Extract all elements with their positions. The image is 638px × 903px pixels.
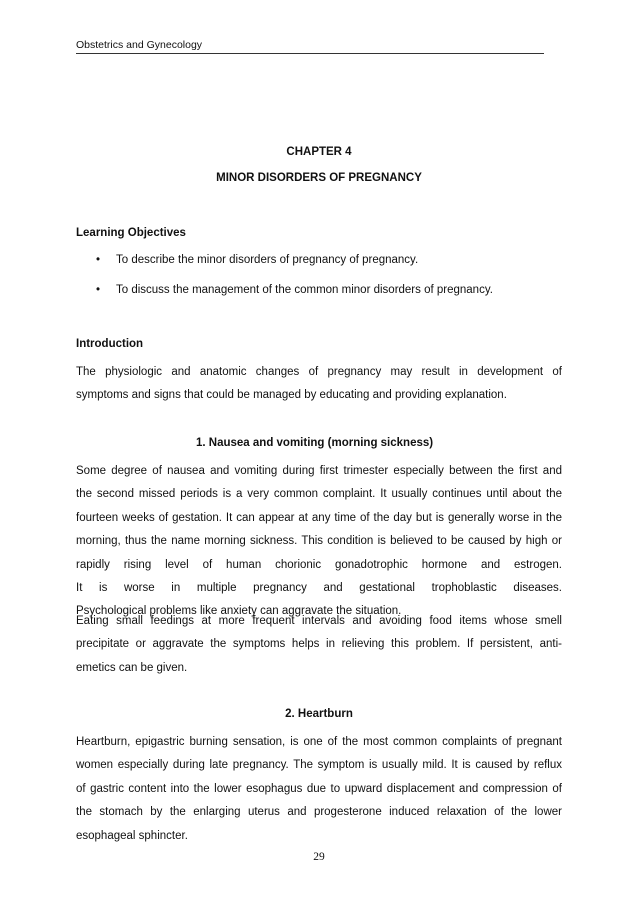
running-header: Obstetrics and Gynecology — [76, 39, 544, 54]
introduction-heading: Introduction — [76, 338, 144, 350]
chapter-title: MINOR DISORDERS OF PREGNANCY — [216, 172, 422, 184]
section-2-heading: 2. Heartburn — [285, 708, 353, 720]
page-number: 29 — [313, 851, 325, 863]
chapter-number: CHAPTER 4 — [286, 146, 352, 158]
objective-item: To discuss the management of the common minor disorders of pregnancy. — [116, 284, 493, 296]
introduction-paragraph: The physiologic and anatomic changes of pregnancy may result in development of symptoms and signs that could be managed by educating and providing explanation. — [76, 366, 562, 402]
bullet-icon: • — [96, 284, 101, 296]
section-1-heading: 1. Nausea and vomiting (morning sickness) — [196, 437, 434, 449]
section-2-paragraph: Heartburn, epigastric burning sensation, is one of the most common complaints of pregnant women especially during late pregnancy. The symptom is usually mild. It is caused by reflux of gastric content into the lower esophagus due to upward displacement and compression of the stomach by the enlarging uterus and progesterone induced relaxation of the lower esophageal sphincter. — [76, 736, 562, 842]
section-1-paragraph-1: Some degree of nausea and vomiting during first trimester especially between the first and the second missed periods is a very common complaint. It usually continues until about the fourteen weeks of gestation. It can appear at any time of the day but is generally worse in the morning, thus the name morning sickness. This condition is believed to be caused by high or rapidly rising level of human chorionic gonadotrophic hormone and estrogen. It is worse in multiple pregnancy and gestational trophoblastic diseases. Psychological problems like anxiety can aggravate the situation. — [76, 465, 562, 618]
objective-item: To describe the minor disorders of pregnancy of pregnancy. — [116, 254, 419, 266]
bullet-icon: • — [96, 254, 101, 266]
section-1-paragraph-2: Eating small feedings at more frequent intervals and avoiding food items whose smell precipitate or aggravate the symptoms helps in relieving this problem. If persistent, anti- emetics can be given. — [76, 615, 562, 674]
learning-objectives-heading: Learning Objectives — [76, 227, 186, 239]
